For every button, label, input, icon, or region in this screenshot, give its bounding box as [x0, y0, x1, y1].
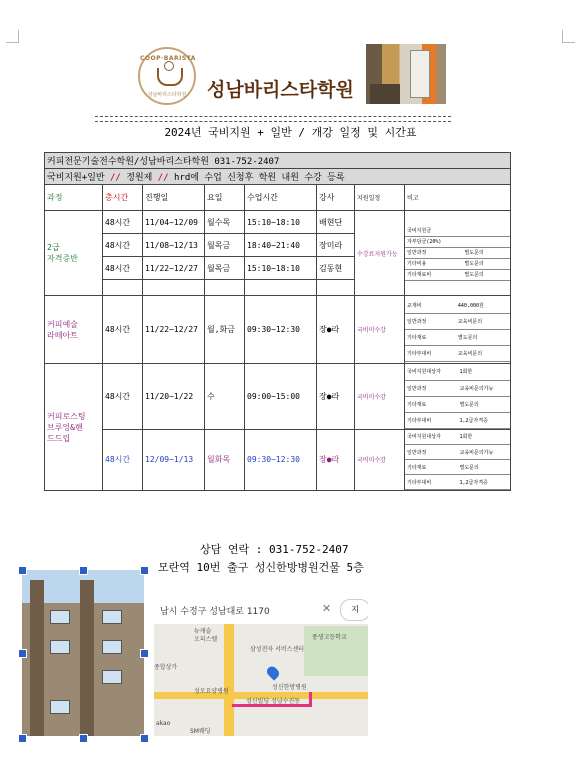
- photo-counter: [370, 84, 400, 104]
- logo-bottom-text: 성남바리스타학원: [147, 92, 187, 98]
- cell-notes: [405, 364, 511, 430]
- cell-days: 월화목: [205, 429, 245, 491]
- note-value: 1회한: [458, 364, 511, 380]
- photo-column: [30, 580, 44, 736]
- cell-support: 국비미수강: [355, 429, 405, 491]
- col-header-time: 수업시간: [245, 185, 317, 211]
- cell-support: 수강료지원가능: [355, 211, 405, 296]
- resize-handle-top-left[interactable]: [18, 566, 27, 575]
- map-label: 삼성전자 서비스센터: [250, 646, 305, 653]
- note-value: 별도문의: [458, 460, 511, 475]
- info-row-2: [45, 169, 511, 185]
- schedule-table: [44, 152, 511, 491]
- note-label: 기타부대비: [405, 475, 458, 490]
- photo-window: [102, 640, 122, 654]
- notes-table: [405, 297, 510, 362]
- notes-table: [405, 364, 510, 429]
- col-header-days: 요일: [205, 185, 245, 211]
- cell-days: 월목금: [205, 234, 245, 257]
- map-label: akao: [156, 720, 171, 727]
- table-row: [45, 364, 511, 430]
- cell-empty: [103, 280, 143, 296]
- location-map: [154, 596, 368, 736]
- schedule-title: 2024년 국비지원 + 일반 / 개강 일정 및 시간표: [164, 126, 417, 139]
- cell-hours: 48시간: [103, 296, 143, 364]
- note-value: 교육비문의: [456, 313, 510, 329]
- note-label: 교재비: [405, 297, 456, 313]
- note-label: 자부담금(20%): [405, 236, 510, 247]
- note-value: 별도문의: [462, 269, 510, 280]
- resize-handle-middle-left[interactable]: [18, 649, 27, 658]
- note-label: 기타비용: [405, 258, 462, 269]
- cell-dates: 12/09~1/13: [143, 429, 205, 491]
- note-value: 440,000원: [456, 297, 510, 313]
- cell-days: 월,화금: [205, 296, 245, 364]
- note-label: 기타부대비: [405, 345, 456, 361]
- table-row: [45, 211, 511, 234]
- info-type: 국비지원+일반: [47, 173, 111, 183]
- page-corner-top-right: [562, 30, 575, 43]
- cell-teacher: 김동현: [317, 257, 355, 280]
- cell-notes: [405, 296, 511, 364]
- info-registration: hrd에 수업 신청후 학원 내원 수강 등록: [168, 173, 345, 183]
- note-label: 기타재료: [405, 396, 458, 412]
- photo-window: [50, 640, 70, 654]
- note-label: 일반과정: [405, 380, 458, 396]
- photo-window: [102, 670, 122, 684]
- map-label: 풍생고등학교: [312, 634, 347, 641]
- map-route: [309, 692, 312, 707]
- cell-support: 국비미수강: [355, 364, 405, 430]
- note-value: 별도문의: [458, 396, 511, 412]
- col-header-course: 과정: [45, 185, 103, 211]
- col-header-support: 지원일정: [355, 185, 405, 211]
- map-label: 뉴캐슬: [194, 628, 212, 635]
- cell-time: 15:10~18:10: [245, 257, 317, 280]
- cell-days: 수: [205, 364, 245, 430]
- note-label: 국비지원대상자: [405, 364, 458, 380]
- resize-handle-middle-right[interactable]: [140, 649, 149, 658]
- map-label: 성신빌딩 성남수진동: [246, 698, 301, 705]
- cell-dates: 11/22~12/27: [143, 257, 205, 280]
- col-header-dates: 진행일: [143, 185, 205, 211]
- resize-handle-bottom-right[interactable]: [140, 734, 149, 743]
- cell-days: 월수목: [205, 211, 245, 234]
- cell-teacher: 장●라: [317, 364, 355, 430]
- photo-panel: [410, 50, 430, 98]
- note-label: 기타부대비: [405, 412, 458, 428]
- info-capacity: 정원제: [120, 173, 158, 183]
- note-label: 일반과정: [405, 445, 458, 460]
- building-photo[interactable]: [22, 570, 144, 736]
- table-row: [45, 429, 511, 491]
- cell-time: 15:10~18:10: [245, 211, 317, 234]
- page-title: 성남바리스타학원: [207, 79, 354, 101]
- note-value: 별도문의: [462, 247, 510, 258]
- info-phone: 031-752-2407: [208, 157, 280, 167]
- photo-window: [50, 700, 70, 714]
- note-value: 별도문의: [456, 329, 510, 345]
- cell-time: 18:40~21:40: [245, 234, 317, 257]
- photo-column: [80, 580, 94, 736]
- cell-empty: [143, 280, 205, 296]
- course-name: 2급 자격증반: [45, 211, 103, 296]
- note-label: 기타재료: [405, 329, 456, 345]
- cell-dates: 11/08~12/13: [143, 234, 205, 257]
- resize-handle-top-center[interactable]: [79, 566, 88, 575]
- academy-logo: [138, 47, 196, 105]
- cell-teacher: 장●라: [317, 296, 355, 364]
- cell-teacher: 배현단: [317, 211, 355, 234]
- note-label: 기타재료비: [405, 269, 462, 280]
- note-value: 교육비문의가능: [458, 380, 511, 396]
- info-separator: //: [157, 173, 169, 183]
- dashed-divider: [95, 116, 451, 122]
- cell-support: 국비미수강: [355, 296, 405, 364]
- cell-dates: 11/04~12/09: [143, 211, 205, 234]
- table-row: [45, 296, 511, 364]
- info-row-1: [45, 153, 511, 169]
- course-name: 커피로스팅 브루잉&핸 드드립: [45, 364, 103, 491]
- info-separator: //: [110, 173, 121, 183]
- contact-location: 모란역 10번 출구 성신한방병원건물 5층: [158, 561, 364, 574]
- cell-time: 09:00~15:00: [245, 364, 317, 430]
- cell-dates: 11/20~1/22: [143, 364, 205, 430]
- notes-table: [405, 430, 510, 491]
- resize-handle-top-right[interactable]: [140, 566, 149, 575]
- cell-time: 09:30~12:30: [245, 429, 317, 491]
- map-label: 성모요양병원: [194, 688, 229, 695]
- note-label: 일반과정: [405, 313, 456, 329]
- cell-empty: [205, 280, 245, 296]
- notes-table: [405, 226, 510, 281]
- page-corner-top-left: [6, 30, 19, 43]
- close-icon[interactable]: ✕: [322, 602, 332, 615]
- note-value: 별도문의: [462, 258, 510, 269]
- col-header-teacher: 강사: [317, 185, 355, 211]
- storefront-photo: [366, 44, 446, 104]
- info-academy: 커피전문기술전수학원/성남바리스타학원: [47, 157, 209, 167]
- cell-hours: 48시간: [103, 429, 143, 491]
- logo-ring-text: COOP·BARISTA: [140, 55, 196, 62]
- cell-dates: 11/22~12/27: [143, 296, 205, 364]
- cell-hours: 48시간: [103, 364, 143, 430]
- map-label: 성신한방병원: [272, 684, 307, 691]
- note-label: 일반과정: [405, 247, 462, 258]
- col-header-hours: 총시간: [103, 185, 143, 211]
- note-value: 1회한: [458, 430, 511, 445]
- note-value: 1,2급자격증: [458, 412, 511, 428]
- cell-hours: 48시간: [103, 211, 143, 234]
- coffee-cup-icon: [157, 68, 183, 86]
- cell-hours: 48시간: [103, 234, 143, 257]
- resize-handle-bottom-left[interactable]: [18, 734, 27, 743]
- cell-days: 월목금: [205, 257, 245, 280]
- cell-time: 09:30~12:30: [245, 296, 317, 364]
- map-search-text: 남시 수정구 성남대로 1170: [160, 607, 270, 617]
- note-label: 기타재료: [405, 460, 458, 475]
- note-value: 교육비문의가능: [458, 445, 511, 460]
- note-label: 국비지원대상자: [405, 430, 458, 445]
- cell-notes: [405, 211, 511, 296]
- map-label: SM웨딩: [190, 728, 211, 735]
- cell-empty: [245, 280, 317, 296]
- cell-teacher: 장●라: [317, 429, 355, 491]
- contact-phone: 상담 연락 : 031-752-2407: [200, 543, 349, 556]
- location-pin-icon: [265, 664, 281, 680]
- photo-window: [50, 610, 70, 624]
- map-directions-button[interactable]: 지: [340, 599, 368, 621]
- map-label: 오피스텔: [194, 636, 218, 643]
- map-road: [224, 624, 234, 736]
- map-search-bar[interactable]: [154, 596, 368, 624]
- cell-teacher: 장미라: [317, 234, 355, 257]
- note-value: 1,2급자격증: [458, 475, 511, 490]
- photo-window: [102, 610, 122, 624]
- course-name: 커피예술 라떼아트: [45, 296, 103, 364]
- cell-empty: [317, 280, 355, 296]
- col-header-notes: 비고: [405, 185, 511, 211]
- map-label: 종합상가: [154, 664, 178, 671]
- note-value: 교육비문의: [456, 345, 510, 361]
- resize-handle-bottom-center[interactable]: [79, 734, 88, 743]
- cell-notes: [405, 429, 511, 491]
- cell-hours: 48시간: [103, 257, 143, 280]
- note-label: 국비지원금: [405, 226, 510, 237]
